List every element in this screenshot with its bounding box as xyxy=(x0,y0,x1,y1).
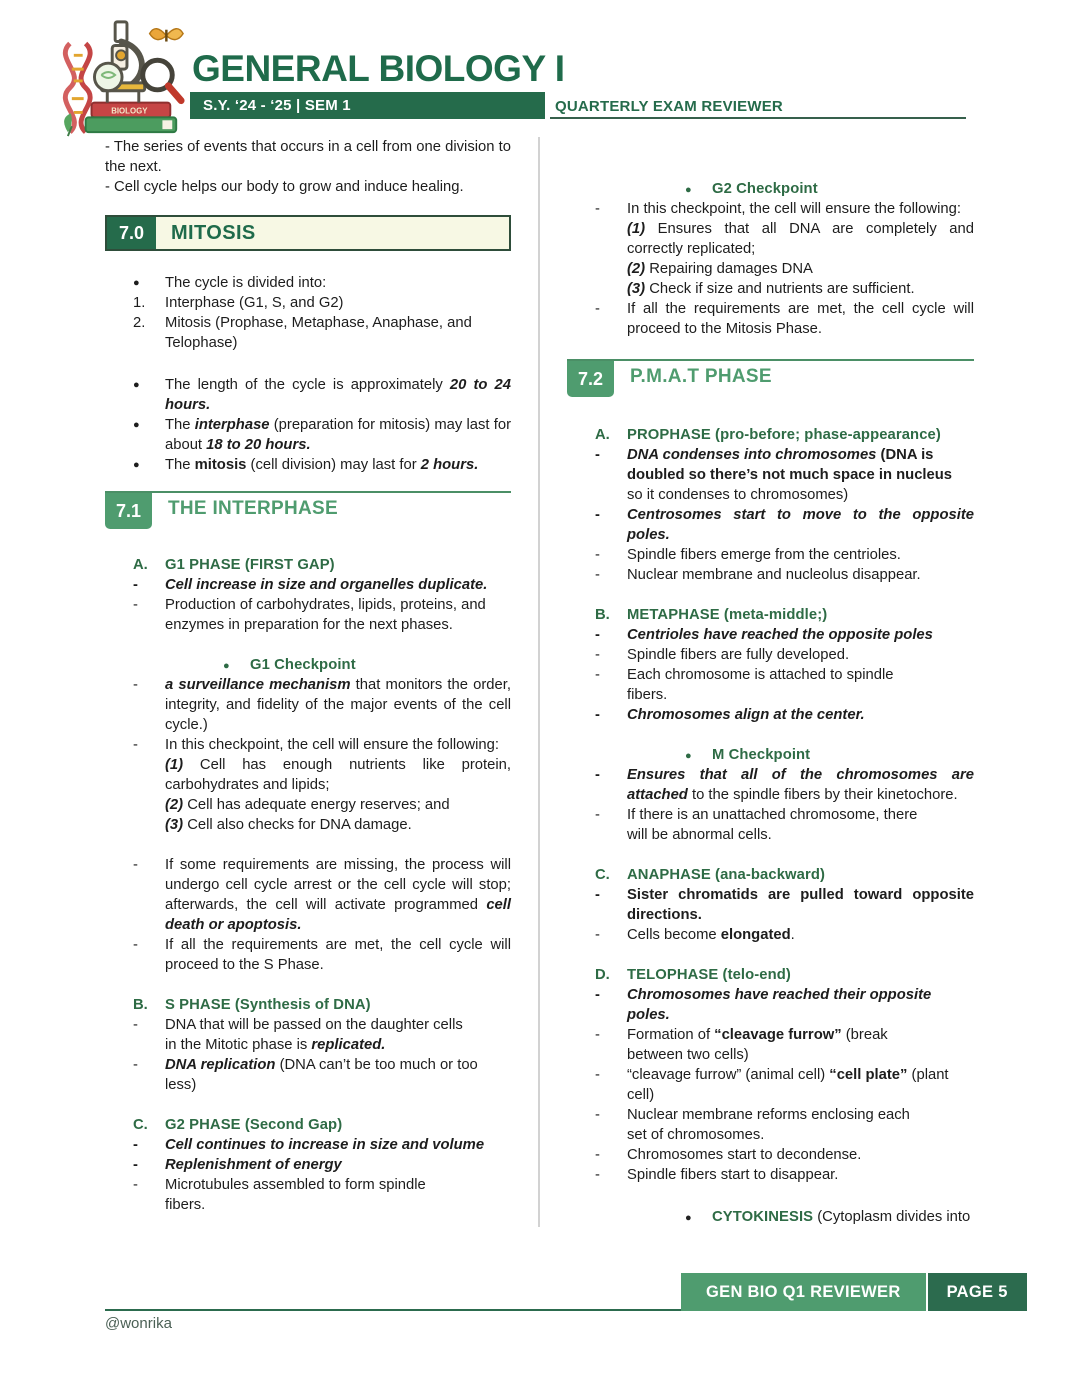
text-segment: DNA replication xyxy=(165,1057,276,1073)
list-item xyxy=(105,293,511,313)
list-marker: - xyxy=(595,301,600,317)
spacer xyxy=(105,975,511,995)
list-item xyxy=(105,273,511,293)
list-item-text xyxy=(627,445,974,505)
right-column xyxy=(567,137,974,1227)
bullet-icon: ● xyxy=(223,660,230,672)
checkpoint-label: G1 Checkpoint xyxy=(250,657,356,673)
text-segment: Repairing damages DNA xyxy=(645,261,813,277)
list-item-text xyxy=(165,935,511,975)
text-segment: Mitosis (Prophase, Metaphase, Anaphase, and Telophase) xyxy=(165,315,472,351)
text-segment: “cleavage furrow” (animal cell) xyxy=(627,1067,830,1083)
text-segment: DNA condenses into chromosomes xyxy=(627,447,877,463)
list-marker: - xyxy=(595,547,600,563)
list-item-text xyxy=(627,1065,974,1105)
list-item-text xyxy=(627,765,974,805)
list-item xyxy=(567,445,974,505)
text-segment: Cell has enough nutrients like protein, carbohydrates and lipids; xyxy=(165,757,511,793)
list-item-text xyxy=(165,415,511,455)
biology-logo-illustration xyxy=(55,12,195,140)
text-segment: in the Mitotic phase is xyxy=(165,1037,312,1053)
document-body xyxy=(105,137,974,1227)
subsection-letter: A. xyxy=(595,427,610,443)
subsection-heading xyxy=(567,425,974,445)
text-segment: (preparation for mitosis) may last for about xyxy=(165,417,512,453)
subsection-heading xyxy=(105,555,511,575)
list-item xyxy=(567,765,974,805)
text-segment: replicated. xyxy=(311,1037,386,1053)
checkpoint-tail: (Cytoplasm divides into xyxy=(813,1209,971,1225)
butterfly-icon xyxy=(150,29,183,42)
text-segment: (2) xyxy=(627,261,646,277)
list-item xyxy=(105,675,511,735)
section-heading xyxy=(567,359,974,399)
text-segment: (2) xyxy=(165,797,184,813)
footer-rule xyxy=(105,1309,681,1311)
list-item-text xyxy=(627,805,974,845)
section-heading-box xyxy=(105,215,511,251)
footer-badge-title: GEN BIO Q1 REVIEWER xyxy=(681,1273,926,1311)
list-item-text xyxy=(165,1015,511,1055)
text-segment: Cells become xyxy=(627,927,721,943)
list-marker: - xyxy=(595,1147,600,1163)
header-rule xyxy=(550,117,966,119)
list-item xyxy=(567,1025,974,1065)
list-item xyxy=(105,735,511,835)
list-item xyxy=(105,1155,511,1175)
text-segment: In this checkpoint, the cell will ensure the following: xyxy=(165,737,499,753)
list-marker: - xyxy=(133,1017,138,1033)
text-segment: Spindle fibers are fully developed. xyxy=(627,647,850,663)
list-item-text xyxy=(165,375,511,415)
text-segment: The xyxy=(165,417,195,433)
text-segment: Centrioles have reached the opposite poles xyxy=(627,627,933,643)
list-item xyxy=(105,375,511,415)
list-marker: - xyxy=(595,707,600,723)
spacer xyxy=(105,251,511,273)
text-segment: The length of the cycle is approximately xyxy=(165,377,450,393)
text-segment: Formation of xyxy=(627,1027,715,1043)
list-item-text xyxy=(627,645,974,665)
text-segment: (DNA is xyxy=(876,447,934,463)
text-segment: “cleavage furrow” xyxy=(714,1027,842,1043)
subsection-title: TELOPHASE (telo-end) xyxy=(627,967,791,983)
text-segment: Cell also checks for DNA damage. xyxy=(183,817,412,833)
list-marker: ● xyxy=(133,277,140,289)
spacer xyxy=(567,399,974,425)
text-segment: (plant cell) xyxy=(627,1067,949,1103)
list-marker: - xyxy=(595,447,600,463)
list-item xyxy=(105,595,511,635)
petri-dish-icon xyxy=(94,63,122,91)
text-segment: (3) xyxy=(627,281,646,297)
list-item-text xyxy=(165,1155,511,1175)
list-item xyxy=(105,1135,511,1155)
list-marker: - xyxy=(133,857,138,873)
column-divider xyxy=(538,137,540,1227)
text-segment: doubled so there’s not much space in nucleus xyxy=(627,467,953,483)
list-item xyxy=(567,925,974,945)
spacer xyxy=(105,835,511,855)
list-item-text xyxy=(165,735,511,835)
list-marker: - xyxy=(595,1107,600,1123)
books-icon xyxy=(86,103,177,133)
list-marker: - xyxy=(133,577,138,593)
section-number: 7.1 xyxy=(105,493,152,529)
spacer xyxy=(105,353,511,375)
list-item-text xyxy=(165,675,511,735)
footer-badge xyxy=(681,1273,1027,1311)
list-marker: - xyxy=(595,201,600,217)
list-item xyxy=(567,645,974,665)
list-item xyxy=(567,885,974,925)
list-item xyxy=(105,455,511,475)
school-year-bar xyxy=(190,92,545,119)
text-segment: Check if size and nutrients are sufficient. xyxy=(645,281,915,297)
text-segment: Each chromosome is attached to spindle xyxy=(627,667,894,683)
section-number: 7.2 xyxy=(567,361,614,397)
list-item-text xyxy=(165,1175,511,1215)
list-item-text xyxy=(165,455,511,475)
list-item xyxy=(567,199,974,299)
text-segment: Interphase (G1, S, and G2) xyxy=(165,295,344,311)
text-segment: Chromosomes start to decondense. xyxy=(627,1147,862,1163)
text-segment: Production of carbohydrates, lipids, proteins, and enzymes in preparation for the next phases. xyxy=(165,597,486,633)
text-segment: fibers. xyxy=(165,1197,206,1213)
list-marker: - xyxy=(133,1157,138,1173)
text-segment: elongated xyxy=(720,927,791,943)
subsection-letter: B. xyxy=(595,607,610,623)
text-segment: Spindle fibers emerge from the centrioles. xyxy=(627,547,901,563)
list-marker: - xyxy=(595,1167,600,1183)
spacer xyxy=(105,475,511,491)
checkpoint-label: M Checkpoint xyxy=(712,747,811,763)
list-item xyxy=(567,299,974,339)
spacer xyxy=(567,1185,974,1207)
list-item-text xyxy=(627,885,974,925)
text-segment: Cell continues to increase in size and volume xyxy=(165,1137,485,1153)
list-marker: - xyxy=(595,567,600,583)
list-item-text xyxy=(165,273,511,293)
text-segment: a surveillance mechanism xyxy=(165,677,351,693)
spacer xyxy=(105,197,511,215)
text-segment: 18 to 20 hours. xyxy=(206,437,311,453)
checkpoint-heading xyxy=(567,1207,974,1227)
text-segment: Chromosomes align at the center. xyxy=(627,707,865,723)
list-item-text xyxy=(627,545,974,565)
list-item-text xyxy=(627,985,974,1025)
text-segment: between two cells) xyxy=(627,1047,749,1063)
checkpoint-label: G2 Checkpoint xyxy=(712,181,818,197)
list-item xyxy=(567,665,974,705)
list-marker: - xyxy=(595,1067,600,1083)
text-segment: cell death or apoptosis. xyxy=(165,897,511,933)
list-item-text xyxy=(627,505,974,545)
text-segment: Chromosomes have reached their opposite xyxy=(627,987,932,1003)
checkpoint-label: CYTOKINESIS xyxy=(712,1209,814,1225)
list-item-text xyxy=(627,705,974,725)
list-item xyxy=(567,625,974,645)
subsection-title: G2 PHASE (Second Gap) xyxy=(165,1117,343,1133)
bullet-icon: ● xyxy=(685,750,692,762)
list-marker: - xyxy=(595,807,600,823)
list-marker: - xyxy=(595,667,600,683)
text-segment: (cell division) may last for xyxy=(246,457,421,473)
text-segment: will be abnormal cells. xyxy=(627,827,772,843)
list-item xyxy=(567,1145,974,1165)
list-marker: 2. xyxy=(133,315,146,331)
text-segment: . xyxy=(790,927,795,943)
text-segment: that monitors the order, integrity, and fidelity of the major events of the cell cycle.) xyxy=(165,677,511,733)
list-item xyxy=(105,575,511,595)
list-item xyxy=(105,1055,511,1095)
list-marker: ● xyxy=(133,459,140,471)
text-segment: Nuclear membrane and nucleolus disappear. xyxy=(627,567,921,583)
magnifier-icon xyxy=(143,60,181,100)
list-item-text xyxy=(165,595,511,635)
list-item xyxy=(105,855,511,935)
text-segment: Replenishment of energy xyxy=(165,1157,342,1173)
text-segment: - Cell cycle helps our body to grow and induce healing. xyxy=(105,179,464,195)
spacer xyxy=(105,1095,511,1115)
list-item xyxy=(567,1065,974,1105)
paragraph xyxy=(105,137,511,177)
list-marker: 1. xyxy=(133,295,146,311)
subsection-letter: C. xyxy=(133,1117,148,1133)
list-marker: ● xyxy=(133,379,140,391)
subsection-heading xyxy=(105,1115,511,1135)
text-segment: DNA that will be passed on the daughter cells xyxy=(165,1017,463,1033)
list-marker: - xyxy=(595,1027,600,1043)
text-segment: fibers. xyxy=(627,687,668,703)
list-marker: - xyxy=(133,937,138,953)
list-item xyxy=(567,985,974,1025)
list-marker: - xyxy=(133,737,138,753)
list-item xyxy=(567,565,974,585)
svg-text:BIOLOGY: BIOLOGY xyxy=(111,106,148,116)
subsection-title: PROPHASE (pro-before; phase-appearance) xyxy=(627,427,941,443)
text-segment: 20 to 24 hours. xyxy=(165,377,511,413)
list-marker: - xyxy=(133,677,138,693)
checkpoint-heading xyxy=(567,179,974,199)
text-segment: 2 hours. xyxy=(420,457,479,473)
text-segment: If there is an unattached chromosome, there xyxy=(627,807,918,823)
text-segment: so it condenses to chromosomes) xyxy=(627,487,849,503)
spacer xyxy=(567,339,974,359)
list-marker: - xyxy=(133,1057,138,1073)
list-item-text xyxy=(627,625,974,645)
list-marker: - xyxy=(133,1177,138,1193)
subsection-letter: D. xyxy=(595,967,610,983)
list-marker: - xyxy=(133,1137,138,1153)
list-item-text xyxy=(165,313,511,353)
text-segment: Centrosomes start to move to the opposite poles. xyxy=(627,507,974,543)
text-segment: (3) xyxy=(165,817,184,833)
list-marker: - xyxy=(133,597,138,613)
list-marker: - xyxy=(595,767,600,783)
list-item-text xyxy=(165,1055,511,1095)
list-item-text xyxy=(165,855,511,935)
spacer xyxy=(567,137,974,179)
subsection-heading xyxy=(105,995,511,1015)
text-segment: (DNA can’t be too much or too less) xyxy=(165,1057,478,1093)
text-segment: Cell has adequate energy reserves; and xyxy=(183,797,450,813)
list-item-text xyxy=(627,925,974,945)
text-segment: In this checkpoint, the cell will ensure the following: xyxy=(627,201,961,217)
list-item xyxy=(567,1165,974,1185)
subsection-heading xyxy=(567,865,974,885)
text-segment: - The series of events that occurs in a cell from one division to the next. xyxy=(105,139,511,175)
list-item-text xyxy=(627,1145,974,1165)
document-type-label: QUARTERLY EXAM REVIEWER xyxy=(555,98,783,115)
spacer xyxy=(567,945,974,965)
section-heading xyxy=(105,491,511,531)
list-item xyxy=(105,1175,511,1215)
text-segment: set of chromosomes. xyxy=(627,1127,765,1143)
text-segment: The cycle is divided into: xyxy=(165,275,327,291)
text-segment: Cell increase in size and organelles duplicate. xyxy=(165,577,488,593)
subsection-title: METAPHASE (meta-middle;) xyxy=(627,607,828,623)
bullet-icon: ● xyxy=(685,184,692,196)
section-title: P.M.A.T PHASE xyxy=(630,366,772,387)
list-item-text xyxy=(627,1165,974,1185)
list-item-text xyxy=(165,293,511,313)
section-title: MITOSIS xyxy=(171,222,256,244)
list-item xyxy=(567,1105,974,1145)
checkpoint-heading xyxy=(567,745,974,765)
list-marker: - xyxy=(595,987,600,1003)
author-handle: @wonrika xyxy=(105,1315,172,1332)
list-item xyxy=(567,805,974,845)
spacer xyxy=(105,531,511,555)
list-item-text xyxy=(627,1025,974,1065)
list-item xyxy=(567,705,974,725)
subsection-letter: A. xyxy=(133,557,148,573)
subsection-letter: C. xyxy=(595,867,610,883)
section-number: 7.0 xyxy=(107,217,156,249)
text-segment: to the spindle fibers by their kinetochore. xyxy=(687,787,958,803)
list-item xyxy=(105,415,511,455)
text-segment: Microtubules assembled to form spindle xyxy=(165,1177,426,1193)
text-segment: mitosis xyxy=(194,457,247,473)
list-marker: ● xyxy=(133,419,140,431)
subsection-title: ANAPHASE (ana-backward) xyxy=(627,867,825,883)
list-item xyxy=(567,505,974,545)
page-title: GENERAL BIOLOGY I xyxy=(192,48,565,89)
text-segment: poles. xyxy=(627,1007,670,1023)
list-item xyxy=(567,545,974,565)
section-title: THE INTERPHASE xyxy=(168,498,338,519)
text-segment: interphase xyxy=(194,417,270,433)
list-marker: - xyxy=(595,647,600,663)
list-item-text xyxy=(627,665,974,705)
list-item-text xyxy=(627,199,974,299)
list-item-text xyxy=(627,1105,974,1145)
text-segment: “cell plate” xyxy=(829,1067,908,1083)
list-item xyxy=(105,935,511,975)
text-segment: Ensures that all of the chromosomes are attached xyxy=(627,767,974,803)
text-segment: Spindle fibers start to disappear. xyxy=(627,1167,839,1183)
text-segment: If some requirements are missing, the process will undergo cell cycle arrest or the cell cycle will stop; afterwards, the cell will activate programmed xyxy=(165,857,511,913)
list-item xyxy=(105,313,511,353)
spacer xyxy=(567,725,974,745)
biology-logo xyxy=(55,12,195,140)
spacer xyxy=(567,845,974,865)
text-segment: The xyxy=(165,457,195,473)
text-segment: (1) xyxy=(165,757,184,773)
subsection-title: S PHASE (Synthesis of DNA) xyxy=(165,997,371,1013)
text-segment: If all the requirements are met, the cell cycle will proceed to the Mitosis Phase. xyxy=(627,301,974,337)
subsection-heading xyxy=(567,605,974,625)
subsection-heading xyxy=(567,965,974,985)
list-marker: - xyxy=(595,887,600,903)
list-item-text xyxy=(627,565,974,585)
text-segment: Ensures that all DNA are completely and correctly replicated; xyxy=(627,221,974,257)
subsection-letter: B. xyxy=(133,997,148,1013)
text-segment: (break xyxy=(841,1027,888,1043)
text-segment: (1) xyxy=(627,221,646,237)
school-year-label: S.Y. ‘24 - ‘25 | SEM 1 xyxy=(203,97,351,114)
list-item-text xyxy=(165,1135,511,1155)
text-segment: Nuclear membrane reforms enclosing each xyxy=(627,1107,910,1123)
list-marker: - xyxy=(595,627,600,643)
paragraph xyxy=(105,177,511,197)
spacer xyxy=(567,585,974,605)
list-item xyxy=(105,1015,511,1055)
subsection-title: G1 PHASE (FIRST GAP) xyxy=(165,557,335,573)
bullet-icon: ● xyxy=(685,1212,692,1224)
left-column xyxy=(105,137,511,1227)
text-segment: If all the requirements are met, the cell cycle will proceed to the S Phase. xyxy=(165,937,511,973)
list-item-text xyxy=(165,575,511,595)
spacer xyxy=(105,635,511,655)
text-segment: Sister chromatids are pulled toward opposite directions. xyxy=(627,887,974,923)
page-number-badge: PAGE 5 xyxy=(928,1273,1027,1311)
checkpoint-heading xyxy=(105,655,511,675)
list-marker: - xyxy=(595,507,600,523)
list-marker: - xyxy=(595,927,600,943)
list-item-text xyxy=(627,299,974,339)
